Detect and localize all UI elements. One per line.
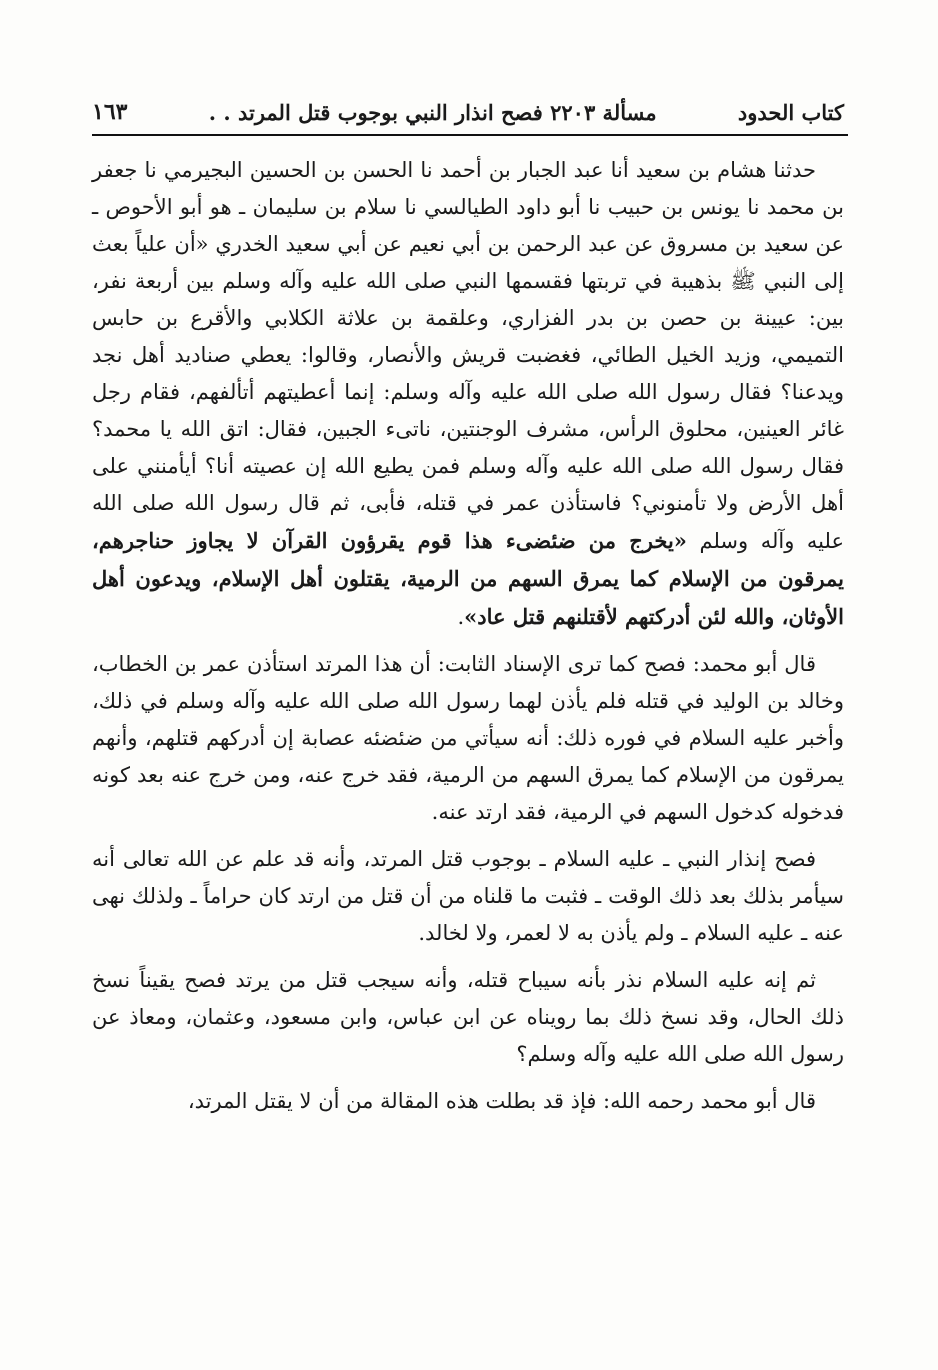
header-rule [92, 134, 848, 136]
hadith-bold-quote: «يخرج من ضئضىء هذا قوم يقرؤون القرآن لا يجاوز حناجرهم، يمرقون من الإسلام كما يمرق السهم من الرمية، يقتلون أهل الإسلام، ويدعون أهل الأوثان، والله لئن أدركتهم لأقتلنهم قتل عاد» [92, 528, 844, 629]
hadith-text: حدثنا هشام بن سعيد أنا عبد الجبار بن أحمد نا الحسن بن الحسين البجيرمي نا جعفر بن محمد نا يونس بن حبيب نا أبو داود الطيالسي نا سلام بن سليمان ـ هو أبو الأحوص ـ عن سعيد بن مسروق عن عبد الرحمن بن أبي نعيم عن أبي سعيد الخدري «أن علياً بعث إلى النبي ﷺ بذهيبة في تربتها فقسمها النبي صلى الله عليه وآله وسلم بين أربعة نفر، بين: عيينة بن حصن بن بدر الفزاري، وعلقمة بن علاثة الكلابي والأقرع بن حابس التميمي، وزيد الخيل الطائي، فغضبت قريش والأنصار، وقالوا: يعطي صناديد أهل نجد ويدعنا؟ فقال رسول الله صلى الله عليه وآله وسلم: إنما أعطيتهم أتألفهم، فقام رجل غائر العينين، محلوق الرأس، مشرف الوجنتين، ناتىء الجبين، فقال: اتق الله يا محمد؟ فقال رسول الله صلى الله عليه وآله وسلم فمن يطيع الله إن عصيته أنا؟ أيأمنني على أهل الأرض ولا تأمنوني؟ فاستأذن عمر في قتله، فأبى، ثم قال رسول الله صلى الله عليه وآله وسلم [92, 158, 844, 553]
page-body [92, 152, 844, 1120]
paragraph-hadith [92, 152, 844, 636]
hadith-end: . [457, 605, 465, 629]
paragraph-commentary: قال أبو محمد: فصح كما ترى الإسناد الثابت: أن هذا المرتد استأذن عمر بن الخطاب، وخالد بن الوليد في قتله فلم يأذن لهما رسول الله صلى الله عليه وآله وسلم في ذلك، وأخبر عليه السلام في فوره ذلك: أنه سيأتي من ضئضئه عصابة إن أدركهم قتلهم، وأنهم يمرقون من الإسلام كما يمرق السهم من الرمية، فقد خرج عنه، ومن خرج عنه بعد كونه فدخوله كدخول السهم في الرمية، فقد ارتد عنه. [92, 652, 844, 824]
book-title: كتاب الحدود [737, 99, 844, 125]
paragraph-abrogation: ثم إنه عليه السلام نذر بأنه سيباح قتله، وأنه سيجب قتل من يرتد فصح يقيناً نسخ ذلك الحال، وقد نسخ ذلك بما رويناه عن ابن عباس، وابن مسعود، وعثمان، ومعاذ عن رسول الله صلى الله عليه وآله وسلم؟ [92, 968, 844, 1066]
paragraph-conclusion: قال أبو محمد رحمه الله: فإذ قد بطلت هذه المقالة من أن لا يقتل المرتد، [187, 1089, 816, 1113]
section-title: مسألة ٢٢٠٣ فصح انذار النبي بوجوب قتل المرتد . . [208, 99, 657, 125]
running-header [92, 92, 844, 132]
paragraph-warning: فصح إنذار النبي ـ عليه السلام ـ بوجوب قتل المرتد، وأنه قد علم عن الله تعالى أنه سيأمر بذلك بعد ذلك الوقت ـ فثبت ما قلناه من أن قتل من ارتد كان حراماً ـ ولذلك نهى عنه ـ عليه السلام ـ ولم يأذن به لا لعمر، ولا لخالد. [92, 847, 844, 945]
page-number: ١٦٣ [92, 99, 128, 125]
